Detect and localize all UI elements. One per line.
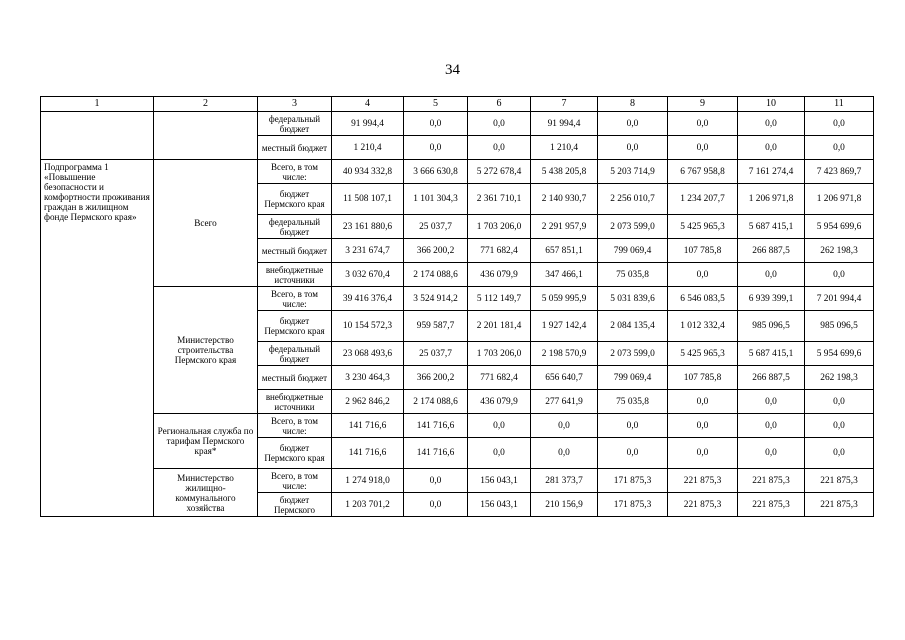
value-cell: 0,0 xyxy=(805,414,874,438)
value-cell: 2 962 846,2 xyxy=(332,390,404,414)
value-cell: 2 361 710,1 xyxy=(468,184,531,215)
subprogram-name: Подпрограмма 1 «Повышение безопасности и комфортности проживания граждан в жилищном фонде Пермского края» xyxy=(41,160,154,517)
value-cell: 0,0 xyxy=(805,112,874,136)
value-cell: 7 161 274,4 xyxy=(738,160,805,184)
value-cell: 5 687 415,1 xyxy=(738,215,805,239)
value-cell: 771 682,4 xyxy=(468,366,531,390)
funding-source: местный бюджет xyxy=(258,366,332,390)
executor-name: Министерство строительства Пермского края xyxy=(154,287,258,414)
value-cell: 5 954 699,6 xyxy=(805,342,874,366)
value-cell: 0,0 xyxy=(468,438,531,469)
value-cell: 2 174 088,6 xyxy=(404,390,468,414)
value-cell: 6 939 399,1 xyxy=(738,287,805,311)
value-cell: 5 954 699,6 xyxy=(805,215,874,239)
value-cell: 156 043,1 xyxy=(468,493,531,517)
value-cell: 91 994,4 xyxy=(332,112,404,136)
funding-source: Всего, в том числе: xyxy=(258,287,332,311)
executor-name: Региональная служба по тарифам Пермского края* xyxy=(154,414,258,469)
value-cell: 0,0 xyxy=(805,136,874,160)
value-cell: 0,0 xyxy=(668,438,738,469)
value-cell: 281 373,7 xyxy=(531,469,598,493)
funding-source: федеральный бюджет xyxy=(258,342,332,366)
table-row xyxy=(41,160,874,184)
value-cell: 366 200,2 xyxy=(404,366,468,390)
value-cell: 262 198,3 xyxy=(805,239,874,263)
value-cell: 266 887,5 xyxy=(738,366,805,390)
value-cell: 221 875,3 xyxy=(805,469,874,493)
value-cell: 7 423 869,7 xyxy=(805,160,874,184)
funding-source: Всего, в том числе: xyxy=(258,414,332,438)
value-cell: 221 875,3 xyxy=(738,493,805,517)
value-cell: 0,0 xyxy=(668,414,738,438)
value-cell: 1 703 206,0 xyxy=(468,215,531,239)
value-cell: 0,0 xyxy=(668,390,738,414)
funding-source: Всего, в том числе: xyxy=(258,160,332,184)
value-cell: 5 031 839,6 xyxy=(598,287,668,311)
value-cell: 0,0 xyxy=(738,112,805,136)
value-cell: 5 425 965,3 xyxy=(668,215,738,239)
funding-source: внебюджетные источники xyxy=(258,263,332,287)
empty-cell xyxy=(41,112,154,160)
value-cell: 0,0 xyxy=(598,414,668,438)
funding-source: федеральный бюджет xyxy=(258,215,332,239)
value-cell: 210 156,9 xyxy=(531,493,598,517)
value-cell: 0,0 xyxy=(531,438,598,469)
value-cell: 1 206 971,8 xyxy=(738,184,805,215)
value-cell: 0,0 xyxy=(738,414,805,438)
funding-source: внебюджетные источники xyxy=(258,390,332,414)
value-cell: 0,0 xyxy=(738,438,805,469)
value-cell: 1 234 207,7 xyxy=(668,184,738,215)
value-cell: 141 716,6 xyxy=(332,438,404,469)
funding-source: бюджет Пермского xyxy=(258,493,332,517)
value-cell: 1 206 971,8 xyxy=(805,184,874,215)
executor-name: Всего xyxy=(154,160,258,287)
value-cell: 11 508 107,1 xyxy=(332,184,404,215)
value-cell: 75 035,8 xyxy=(598,390,668,414)
value-cell: 141 716,6 xyxy=(404,438,468,469)
value-cell: 2 084 135,4 xyxy=(598,311,668,342)
value-cell: 5 687 415,1 xyxy=(738,342,805,366)
value-cell: 0,0 xyxy=(805,263,874,287)
value-cell: 107 785,8 xyxy=(668,366,738,390)
value-cell: 6 767 958,8 xyxy=(668,160,738,184)
value-cell: 221 875,3 xyxy=(738,469,805,493)
value-cell: 799 069,4 xyxy=(598,366,668,390)
col-header: 2 xyxy=(154,97,258,112)
value-cell: 1 927 142,4 xyxy=(531,311,598,342)
value-cell: 0,0 xyxy=(404,136,468,160)
value-cell: 7 201 994,4 xyxy=(805,287,874,311)
value-cell: 1 703 206,0 xyxy=(468,342,531,366)
value-cell: 0,0 xyxy=(598,438,668,469)
value-cell: 171 875,3 xyxy=(598,469,668,493)
value-cell: 25 037,7 xyxy=(404,342,468,366)
funding-source: бюджет Пермского края xyxy=(258,438,332,469)
table-body xyxy=(41,97,874,517)
value-cell: 0,0 xyxy=(805,438,874,469)
value-cell: 23 161 880,6 xyxy=(332,215,404,239)
value-cell: 10 154 572,3 xyxy=(332,311,404,342)
value-cell: 0,0 xyxy=(468,136,531,160)
value-cell: 799 069,4 xyxy=(598,239,668,263)
value-cell: 156 043,1 xyxy=(468,469,531,493)
value-cell: 0,0 xyxy=(738,390,805,414)
value-cell: 0,0 xyxy=(668,263,738,287)
value-cell: 0,0 xyxy=(404,469,468,493)
budget-table xyxy=(40,96,874,517)
value-cell: 1 101 304,3 xyxy=(404,184,468,215)
value-cell: 0,0 xyxy=(668,112,738,136)
value-cell: 221 875,3 xyxy=(805,493,874,517)
value-cell: 2 073 599,0 xyxy=(598,215,668,239)
value-cell: 0,0 xyxy=(598,112,668,136)
value-cell: 1 210,4 xyxy=(531,136,598,160)
value-cell: 985 096,5 xyxy=(805,311,874,342)
col-header: 9 xyxy=(668,97,738,112)
value-cell: 23 068 493,6 xyxy=(332,342,404,366)
value-cell: 436 079,9 xyxy=(468,263,531,287)
table-row xyxy=(41,414,874,438)
col-header: 7 xyxy=(531,97,598,112)
value-cell: 0,0 xyxy=(468,112,531,136)
col-header: 4 xyxy=(332,97,404,112)
value-cell: 0,0 xyxy=(531,414,598,438)
col-header: 10 xyxy=(738,97,805,112)
value-cell: 3 524 914,2 xyxy=(404,287,468,311)
funding-source: местный бюджет xyxy=(258,136,332,160)
page-number: 34 xyxy=(445,62,460,78)
value-cell: 0,0 xyxy=(668,136,738,160)
value-cell: 6 546 083,5 xyxy=(668,287,738,311)
value-cell: 5 425 965,3 xyxy=(668,342,738,366)
value-cell: 771 682,4 xyxy=(468,239,531,263)
value-cell: 75 035,8 xyxy=(598,263,668,287)
value-cell: 366 200,2 xyxy=(404,239,468,263)
value-cell: 0,0 xyxy=(404,112,468,136)
value-cell: 5 438 205,8 xyxy=(531,160,598,184)
value-cell: 5 112 149,7 xyxy=(468,287,531,311)
funding-source: бюджет Пермского края xyxy=(258,184,332,215)
value-cell: 2 140 930,7 xyxy=(531,184,598,215)
value-cell: 0,0 xyxy=(598,136,668,160)
value-cell: 1 012 332,4 xyxy=(668,311,738,342)
table-row xyxy=(41,287,874,311)
value-cell: 0,0 xyxy=(404,493,468,517)
value-cell: 266 887,5 xyxy=(738,239,805,263)
value-cell: 141 716,6 xyxy=(332,414,404,438)
value-cell: 1 274 918,0 xyxy=(332,469,404,493)
value-cell: 91 994,4 xyxy=(531,112,598,136)
value-cell: 3 032 670,4 xyxy=(332,263,404,287)
table-row xyxy=(41,469,874,493)
funding-source: федеральный бюджет xyxy=(258,112,332,136)
col-header: 5 xyxy=(404,97,468,112)
value-cell: 2 256 010,7 xyxy=(598,184,668,215)
value-cell: 5 272 678,4 xyxy=(468,160,531,184)
value-cell: 2 174 088,6 xyxy=(404,263,468,287)
value-cell: 959 587,7 xyxy=(404,311,468,342)
col-header: 11 xyxy=(805,97,874,112)
value-cell: 262 198,3 xyxy=(805,366,874,390)
value-cell: 3 231 674,7 xyxy=(332,239,404,263)
value-cell: 1 210,4 xyxy=(332,136,404,160)
value-cell: 25 037,7 xyxy=(404,215,468,239)
value-cell: 0,0 xyxy=(738,263,805,287)
col-header: 6 xyxy=(468,97,531,112)
value-cell: 39 416 376,4 xyxy=(332,287,404,311)
value-cell: 656 640,7 xyxy=(531,366,598,390)
col-header: 8 xyxy=(598,97,668,112)
value-cell: 436 079,9 xyxy=(468,390,531,414)
executor-name: Министерство жилищно-коммунального хозяйства xyxy=(154,469,258,517)
table-row xyxy=(41,112,874,136)
value-cell: 347 466,1 xyxy=(531,263,598,287)
value-cell: 0,0 xyxy=(805,390,874,414)
value-cell: 3 666 630,8 xyxy=(404,160,468,184)
value-cell: 221 875,3 xyxy=(668,493,738,517)
value-cell: 1 203 701,2 xyxy=(332,493,404,517)
value-cell: 2 073 599,0 xyxy=(598,342,668,366)
col-header: 1 xyxy=(41,97,154,112)
value-cell: 277 641,9 xyxy=(531,390,598,414)
value-cell: 5 059 995,9 xyxy=(531,287,598,311)
value-cell: 0,0 xyxy=(468,414,531,438)
value-cell: 221 875,3 xyxy=(668,469,738,493)
value-cell: 2 291 957,9 xyxy=(531,215,598,239)
value-cell: 657 851,1 xyxy=(531,239,598,263)
value-cell: 2 201 181,4 xyxy=(468,311,531,342)
col-header: 3 xyxy=(258,97,332,112)
value-cell: 985 096,5 xyxy=(738,311,805,342)
funding-source: бюджет Пермского края xyxy=(258,311,332,342)
funding-source: Всего, в том числе: xyxy=(258,469,332,493)
value-cell: 2 198 570,9 xyxy=(531,342,598,366)
funding-source: местный бюджет xyxy=(258,239,332,263)
value-cell: 5 203 714,9 xyxy=(598,160,668,184)
value-cell: 0,0 xyxy=(738,136,805,160)
value-cell: 3 230 464,3 xyxy=(332,366,404,390)
header-row xyxy=(41,97,874,112)
value-cell: 141 716,6 xyxy=(404,414,468,438)
empty-cell xyxy=(154,112,258,160)
value-cell: 171 875,3 xyxy=(598,493,668,517)
value-cell: 107 785,8 xyxy=(668,239,738,263)
value-cell: 40 934 332,8 xyxy=(332,160,404,184)
